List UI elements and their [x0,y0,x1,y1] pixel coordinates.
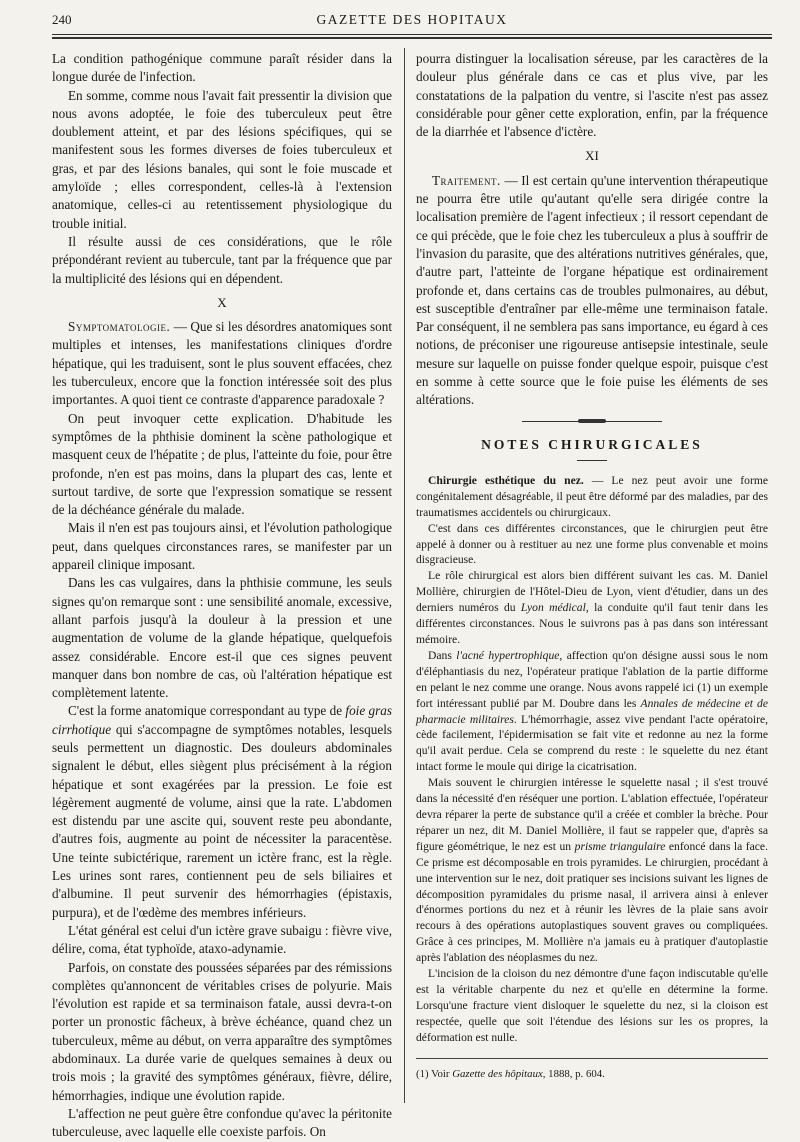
paragraph-text: , affection qu'on désigne aussi sous le nom d'éléphantiasis du nez, l'opérateur pratique l'ablation de la partie difforme en pelant le nez comme une orange. Nous avons rappelé ici (1) un exemple fort intéressant publié par M. Doubre dans les [416,648,768,710]
paragraph [416,568,768,648]
right-column [416,50,768,1083]
paragraph-text: — Le nez peut avoir une forme congénitalement désagréable, il peut être déformé par des maladies, par des traumatismes accidentels ou chirurgicaux. [416,473,768,519]
paragraph: Parfois, on constate des poussées séparées par des rémissions complètes qu'annoncent de véritables crises de polyurie. Mais l'évolution est rapide et sa terminaison fatale, aussi devra-t-on porter un pronostic fâcheux, à brève échéance, quand chez un tuberculeux, même au début, on verra apparaître des symptômes abdominaux. La durée varie de quelques semaines à deux ou trois mois ; la gravité des symptômes généraux, fièvre, délire, hémorrhagies, indique une évolution rapide. [52,959,392,1103]
paragraph: La condition pathogénique commune paraît résider dans la longue durée de l'infection. [52,51,392,85]
italic-term: l'acné hypertrophique [456,648,560,662]
paragraph: pourra distinguer la localisation séreuse, par les caractères de la douleur plus générale dans ce cas et plus vive, par les constatations de la palpation du ventre, si l'ascite n'est pas assez considérable pour gêner cette exploration, enfin, par la fréquence de la diarrhée et l'absence d'ictère. [416,51,768,140]
notes-heading: NOTES CHIRURGICALES [481,436,703,452]
page-header [52,12,772,32]
paragraph-text: qui s'accompagne de symptômes notables, lesquels seuls permettent un diagnostic. Des douleurs abdominales signalent le début, elles siègent plus précisément à la région hépatique et sont exagérées par la pression. Le foie est légèrement augmenté de volume, ainsi que la rate. L'abdomen est distendu par une ascite qui, souvent reste peu abondante, d'autres fois, augmente au point de nécessiter la paracentèse. Une teinte subictérique, rarement un ictère franc, est la règle. Les urines sont rares, contiennent peu de sels biliaires et d'albumine. Il peut survenir des hémorrhagies (épistaxis, purpura), et de l'œdème des membres inférieurs. [52,721,392,920]
paragraph-text: — Que si les désordres anatomiques sont multiples et intenses, les manifestations cliniques d'ordre hépatique, qui les traduisent, sont le plus souvent effacées, chez les tuberculeux, encore que la fonction intéressée soit des plus importantes. A quoi tient ce contraste d'apparence paradoxale ? [52,319,392,408]
paragraph [416,172,768,410]
article-title: Chirurgie esthétique du nez. [428,473,584,487]
short-divider [577,460,607,461]
paragraph-text: , la conduite qu'il faut tenir dans les différentes circonstances. Nous le suivrons pas à pas dans son intéressant mémoire. [416,601,768,646]
paragraph-text: Mais souvent le chirurgien intéresse le squelette nasal ; il s'est trouvé dans la nécessité d'en réséquer une portion. L'ablation effectuée, l'opérateur devra réparer la perte de substance qu'il a créée et combler la brèche. Pour réparer un nez, dit M. Daniel Mollière, il faut se rappeler que, d'après sa figure géométrique, le nez est un [416,776,768,853]
italic-term: foie gras cirrhotique [52,703,392,737]
paragraph-text: — Il est certain qu'une intervention thérapeutique ne pourra être utile qu'autant qu'elle sera dirigée contre la localisation première de l'agent infectieux ; il ressort cependant de ce qui précède, que le foie chez les tuberculeux a plus à souffrir de l'invasion du parasite, que des altérations nutritives générales, que, d'autre part, l'atteinte de l'organe hépatique est ordinairement profonde et, dans certains cas de troubles pulmonaires, au début, est susceptible d'entraîner par elle-même une terminaison fatale. Par conséquent, il ne semblera pas sans importance, eu égard à ces notions, de préconiser une rigoureuse antisepsie intestinale, seule mesure sur laquelle on puisse fonder quelque espoir, puisque c'est en somme à cette source que le foie puise les éléments de ses altérations. [416,172,768,408]
paragraph-text: Le rôle chirurgical est alors bien différent suivant les cas. M. Daniel Mollière, chirurgien de l'Hôtel-Dieu de Lyon, vient d'étudier, dans un des derniers numéros du [416,569,768,615]
paragraph [416,473,768,521]
footnote-rule [416,1058,768,1059]
header-rule-thick [52,37,772,39]
footnote-text: , 1888, p. 604. [542,1067,605,1080]
header-rule-thin [52,34,772,35]
journal-title: GAZETTE DES HOPITAUX [316,12,508,27]
paragraph: L'incision de la cloison du nez démontre d'une façon indiscutable qu'elle est la véritable charpente du nez et qu'elle en détermine la forme. Lorsqu'une fracture vient disloquer le squelette du nez, si la cloison est respectée, quelle que soit l'étendue des lésions sur les os propres, la déformation est nulle. [416,967,768,1044]
italic-term: prisme triangulaire [574,839,666,853]
paragraph-text: . L'hémorrhagie, assez vive pendant l'acte opératoire, cède facilement, l'épidermisation se fait vite et redonne au nez la forme qu'il avait perdue. Cela se comprend du reste : le squelette du nez étant intact forme le moule qui dirige la cicatrisation. [416,712,768,774]
paragraph-text: C'est la forme anatomique correspondant au type de [68,703,346,719]
paragraph: Il résulte aussi de ces considérations, que le rôle prépondérant revient au tubercule, tant par la fréquence que par la multiplicité des lésions qui en dépendent. [52,233,392,286]
italic-term: Lyon médical [520,601,586,615]
paragraph: C'est dans ces différentes circonstances, que le chirurgien peut être appelé à donner ou à restituer au nez une forme plus convenable et moins disgracieuse. [416,521,768,567]
paragraph: Mais il n'en est pas toujours ainsi, et l'évolution pathologique peut, dans quelques circonstances rares, se manifester par un appareil clinique imposant. [52,520,392,573]
section-label: Symptomatologie. [68,319,171,335]
page-number: 240 [52,12,72,27]
paragraph [416,648,768,775]
paragraph-text: Dans [428,648,457,662]
footnote [416,1065,768,1083]
paragraph [52,318,392,409]
italic-term: Gazette des hôpitaux [452,1067,543,1080]
paragraph-text: enfoncé dans la face. Ce prisme est décomposable en trois pyramides. Le chirurgien, procédant à une intervention sur le nez, doit pratiquer ses incisions suivant les lignes de décomposition pyramidales du prisme nasal, il arrivera ainsi à enlever d'énormes portions du nez et à réunir les lèvres de la plaie sans avoir recours à des opérations autoplastiques souvent graves ou compliquées. Grâce à ces principes, M. Mollière n'a jamais eu à pratiquer d'autoplastie après l'ablation des néoplasmes du nez. [416,839,768,965]
paragraph [416,775,768,966]
section-label: Traitement. [432,172,501,188]
paragraph: L'affection ne peut guère être confondue qu'avec la péritonite tuberculeuse, avec laquelle elle coexiste parfois. On [52,1105,392,1140]
paragraph: L'état général est celui d'un ictère grave subaigu : fièvre vive, délire, coma, état typhoïde, ataxo-adynamie. [52,922,392,957]
left-column [52,50,392,1142]
paragraph [52,702,392,922]
paragraph: On peut invoquer cette explication. D'habitude les symptômes de la phthisie dominent la scène pathologique et masquent ceux de l'hépatite ; de plus, l'atteinte du foie, pour être profonde, n'en est pas moins, dans la plupart des cas, lente et surtout tardive, de sorte que l'expression somatique se ressent de la déchéance générale du malade. [52,410,392,518]
column-divider [404,48,405,1103]
paragraph: Dans les cas vulgaires, dans la phthisie commune, les seuls signes qu'on remarque sont : une sensibilité anomale, excessive, allant parfois jusqu'à la douleur à la pression et une augmentation de volume de la glande hépatique, quelquefois assez considérable. Encore est-il que ces signes peuvent manquer dans bon nombre de cas, où l'altération hépatique est complètement latente. [52,575,392,701]
paragraph: En somme, comme nous l'avait fait pressentir la division que nous avons adoptée, le foie des tuberculeux peut être doublement atteint, et par des lésions spécifiques, qui se manifestent sous les formes diverses de foies tuberculeux et gras, et par des lésions banales, qui sont le foie muscade et amyloïde ; elles correspondent, celles-là à l'extension anatomique, celles-ci au retentissement physiologique du trouble initial. [52,87,392,231]
italic-term: Annales de médecine et de pharmacie militaires [416,696,768,726]
section-number: XI [585,148,599,164]
notes-body [416,473,768,1046]
footnote-text: (1) Voir [416,1067,453,1080]
section-number: X [217,294,227,310]
ornament-divider [522,418,662,424]
